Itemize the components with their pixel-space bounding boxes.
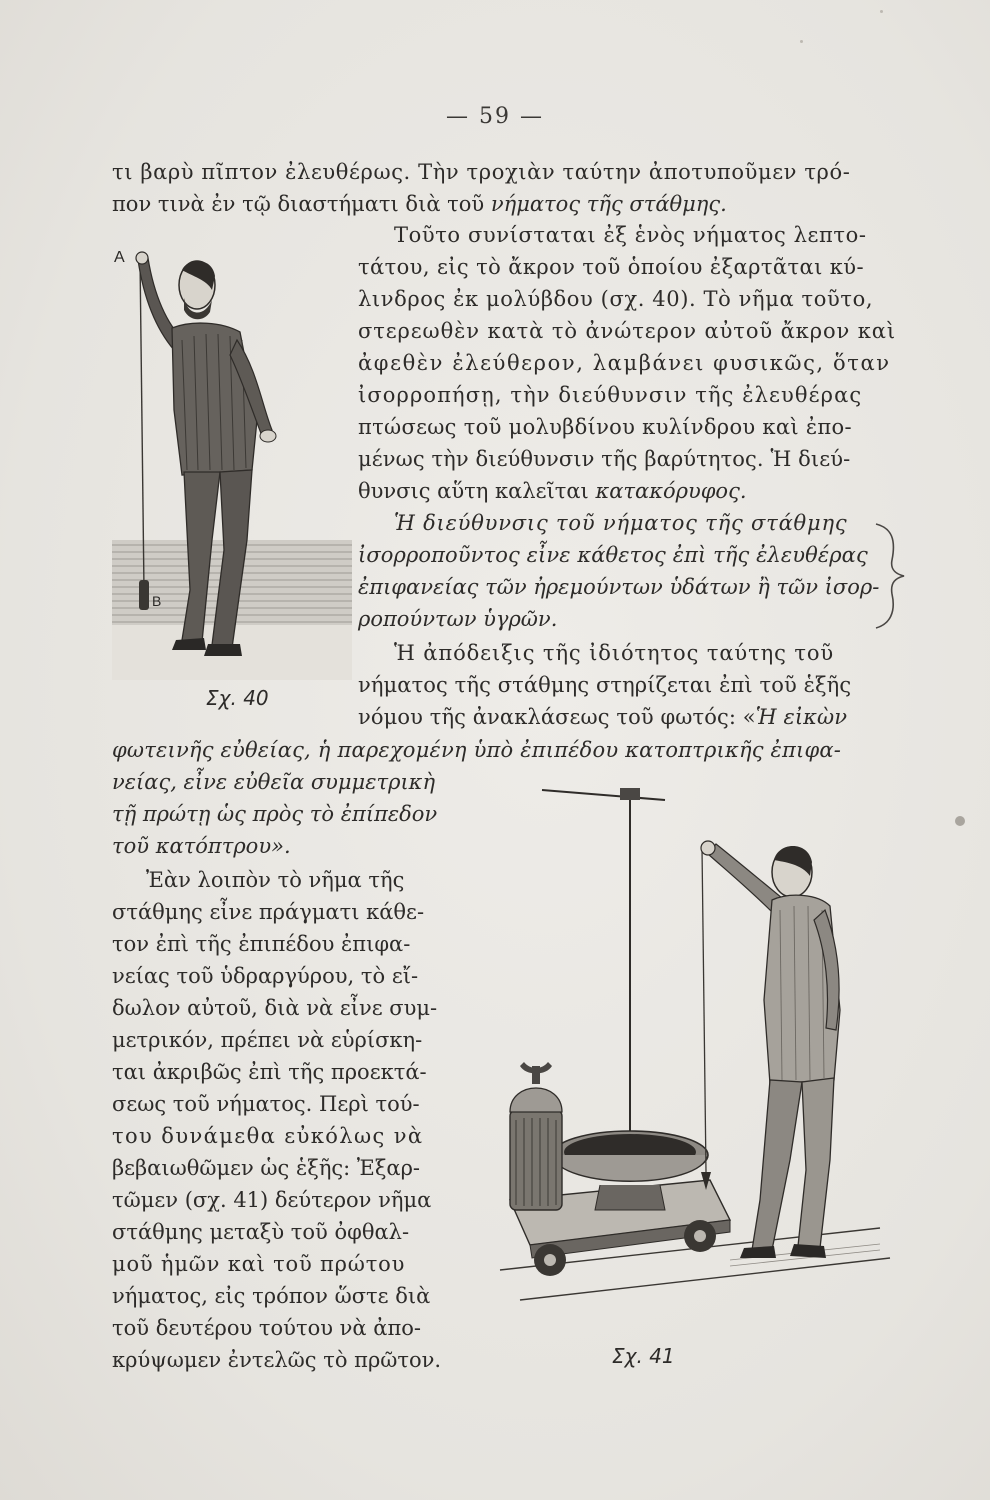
text-line: κρύψωμεν ἐντελῶς τὸ πρῶτον. (112, 1348, 442, 1372)
text-line: νήματος, εἰς τρόπον ὥστε διὰ (112, 1284, 431, 1308)
text-line: σεως τοῦ νήματος. Περὶ τού- (112, 1092, 420, 1116)
text-line: τοῦ δευτέρου τούτου νὰ ἀπο- (112, 1316, 421, 1340)
text-line: τοῦ κατόπτρου». (112, 834, 291, 858)
margin-brace-mark (870, 520, 910, 630)
paper-speck (880, 10, 883, 13)
text-line: ται ἀκριβῶς ἐπὶ τῆς προεκτά- (112, 1060, 427, 1084)
text-line: τῇ πρώτῃ ὡς πρὸς τὸ ἐπίπεδον (112, 802, 438, 826)
text-line: Τοῦτο συνίσταται ἐξ ἑνὸς νήματος λεπτο- (394, 223, 867, 247)
emphasis-text: νήματος τῆς στάθμης. (490, 192, 727, 216)
text-line (358, 475, 747, 507)
text-span: θυνσις αὕτη καλεῖται (358, 479, 596, 503)
figure-41-illustration (480, 780, 900, 1330)
text-line: τον ἐπὶ τῆς ἐπιπέδου ἐπιφα- (112, 932, 411, 956)
text-line: μοῦ ἡμῶν καὶ τοῦ πρώτου (112, 1252, 406, 1276)
figure-40-caption: Σχ. 40 (206, 686, 269, 710)
text-line: ἰσορροπήσῃ, τὴν διεύθυνσιν τῆς ἐλευθέρας (358, 383, 863, 407)
text-line: ροπούντων ὑγρῶν. (358, 607, 558, 631)
emphasis-text: Ἡ εἰκὼν (755, 705, 848, 729)
text-line: νείας, εἶνε εὐθεῖα συμμετρικὴ (112, 770, 436, 794)
text-span: πον τινὰ ἐν τῷ διαστήματι διὰ τοῦ (112, 192, 491, 216)
text-line: τι βαρὺ πῖπτον ἐλευθέρως. Τὴν τροχιὰν ταύτην ἀποτυποῦμεν τρό- (112, 160, 851, 184)
text-line: ἰσορροποῦντος εἶνε κάθετος ἐπὶ τῆς ἐλευθέρας (358, 543, 868, 567)
text-line: νείας τοῦ ὑδραργύρου, τὸ εἴ- (112, 964, 419, 988)
text-line: δωλον αὐτοῦ, διὰ νὰ εἶνε συμ- (112, 996, 438, 1020)
paper-speck (800, 40, 803, 43)
text-line: στάθμης μεταξὺ τοῦ ὀφθαλ- (112, 1220, 410, 1244)
text-line: στερεωθὲν κατὰ τὸ ἀνώτερον αὐτοῦ ἄκρον καὶ (358, 319, 896, 343)
text-line: βεβαιωθῶμεν ὡς ἑξῆς: Ἐξαρ- (112, 1156, 421, 1180)
text-line: ἐπιφανείας τῶν ἠρεμούντων ὑδάτων ἢ τῶν ἰσορ- (358, 575, 880, 599)
page-number: — 59 — (446, 104, 544, 129)
paper-speck (955, 816, 965, 826)
text-line (112, 188, 727, 220)
text-line: ἀφεθὲν ἐλεύθερον, λαμβάνει φυσικῶς, ὅταν (358, 351, 891, 375)
text-line: τάτου, εἰς τὸ ἄκρον τοῦ ὁποίου ἐξαρτᾶται κύ- (358, 255, 864, 279)
text-line: στάθμης εἶνε πράγματι κάθε- (112, 900, 425, 924)
text-line: λινδρος ἐκ μολύβδου (σχ. 40). Τὸ νῆμα τοῦτο, (358, 287, 874, 311)
text-span: νόμου τῆς ἀνακλάσεως τοῦ φωτός: « (358, 705, 756, 729)
emphasis-text: κατακόρυφος. (595, 479, 747, 503)
text-line: Ἡ ἀπόδειξις τῆς ἰδιότητος ταύτης τοῦ (394, 641, 835, 665)
text-line: μετρικόν, πρέπει νὰ εὑρίσκη- (112, 1028, 423, 1052)
figure-41-caption: Σχ. 41 (612, 1344, 675, 1368)
text-line: του δυνάμεθα εὐκόλως νὰ (112, 1124, 424, 1148)
figure-label-b: B (152, 593, 162, 609)
text-line: τῶμεν (σχ. 41) δεύτερον νῆμα (112, 1188, 432, 1212)
text-line (358, 701, 847, 733)
text-line: μένως τὴν διεύθυνσιν τῆς βαρύτητος. Ἡ διεύ- (358, 447, 851, 471)
figure-label-a: A (114, 249, 125, 266)
text-line: πτώσεως τοῦ μολυβδίνου κυλίνδρου καὶ ἐπο- (358, 415, 852, 439)
text-line: νήματος τῆς στάθμης στηρίζεται ἐπὶ τοῦ ἑξῆς (358, 673, 852, 697)
figure-40-illustration (112, 240, 352, 680)
text-line: Ἐὰν λοιπὸν τὸ νῆμα τῆς (146, 868, 405, 892)
text-line: φωτεινῆς εὐθείας, ἡ παρεχομένη ὑπὸ ἐπιπέδου κατοπτρικῆς ἐπιφα- (112, 738, 842, 762)
text-line: Ἡ διεύθυνσις τοῦ νήματος τῆς στάθμης (394, 511, 848, 535)
